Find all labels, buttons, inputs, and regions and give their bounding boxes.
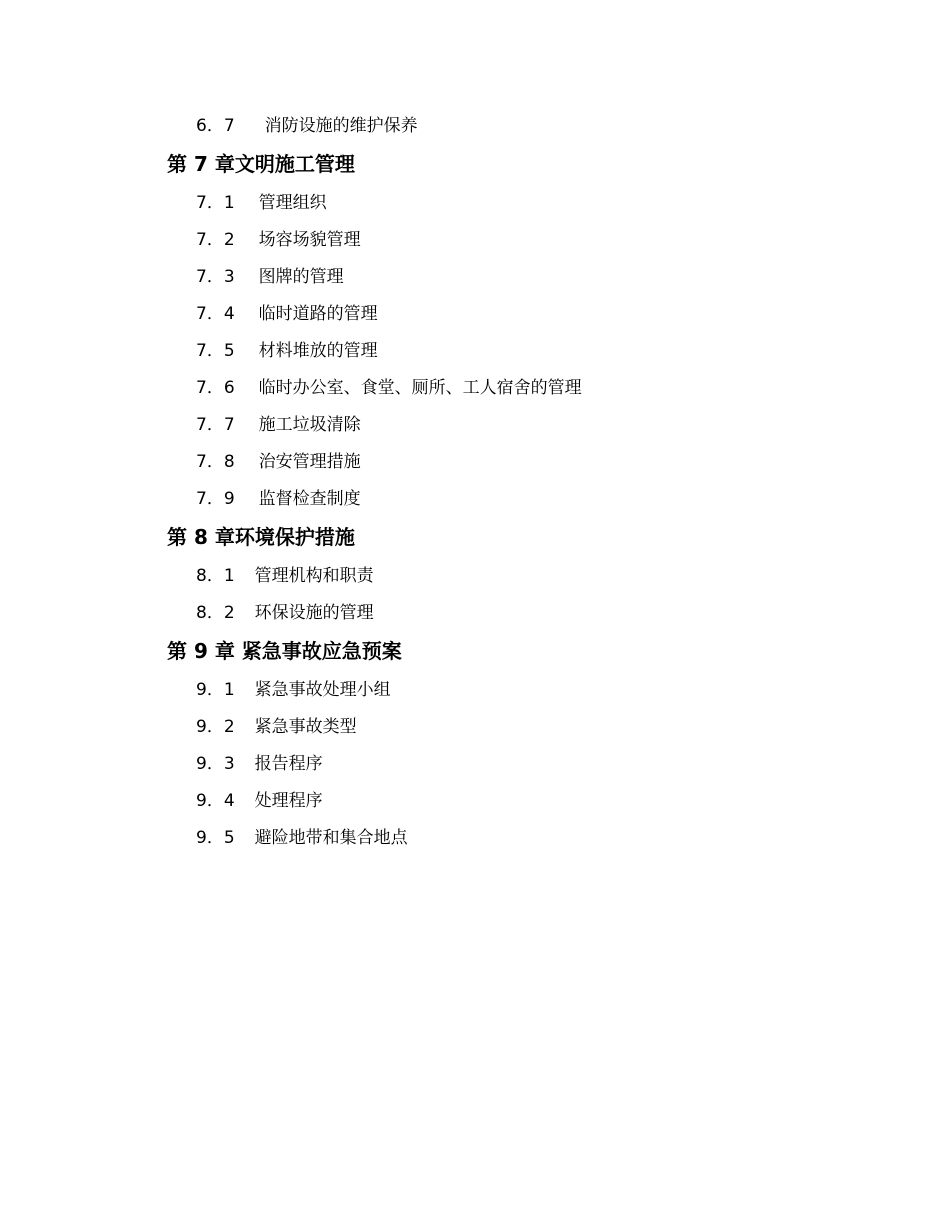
toc-entry-title: 管理组织	[258, 193, 327, 213]
toc-entry-number: 8．2	[196, 603, 235, 623]
toc-chapter-9[interactable]	[0, 632, 950, 672]
table-of-contents	[0, 108, 950, 857]
toc-entry-title: 管理机构和职责	[254, 566, 374, 586]
toc-entry-number: 9．1	[196, 680, 235, 700]
toc-entry-title: 临时道路的管理	[258, 304, 378, 324]
toc-entry-7-1[interactable]	[0, 185, 950, 222]
toc-entry-title: 材料堆放的管理	[258, 341, 378, 361]
toc-chapter-8[interactable]	[0, 518, 950, 558]
toc-entry-7-3[interactable]	[0, 259, 950, 296]
toc-entry-title: 报告程序	[254, 754, 323, 774]
toc-entry-7-9[interactable]	[0, 481, 950, 518]
toc-entry-7-7[interactable]	[0, 407, 950, 444]
toc-entry-title: 场容场貌管理	[258, 230, 361, 250]
toc-entry-number: 7．6	[196, 378, 235, 398]
toc-entry-7-4[interactable]	[0, 296, 950, 333]
toc-entry-number: 9．5	[196, 828, 235, 848]
toc-entry-6-7[interactable]	[0, 108, 950, 145]
toc-entry-number: 7．3	[196, 267, 235, 287]
toc-entry-title: 治安管理措施	[258, 452, 361, 472]
toc-entry-9-3[interactable]	[0, 746, 950, 783]
toc-entry-number: 9．4	[196, 791, 235, 811]
toc-entry-9-5[interactable]	[0, 820, 950, 857]
toc-entry-title: 临时办公室、食堂、厕所、工人宿舍的管理	[258, 378, 582, 398]
toc-entry-title: 施工垃圾清除	[258, 415, 361, 435]
toc-entry-9-4[interactable]	[0, 783, 950, 820]
toc-entry-number: 7．7	[196, 415, 235, 435]
toc-entry-9-1[interactable]	[0, 672, 950, 709]
toc-entry-title: 紧急事故处理小组	[254, 680, 391, 700]
toc-entry-number: 9．2	[196, 717, 235, 737]
toc-entry-title: 图牌的管理	[258, 267, 344, 287]
toc-chapter-7[interactable]	[0, 145, 950, 185]
toc-chapter-title: 第 8 章环境保护措施	[167, 525, 355, 549]
toc-entry-number: 7．4	[196, 304, 235, 324]
toc-entry-8-1[interactable]	[0, 558, 950, 595]
toc-entry-number: 7．1	[196, 193, 235, 213]
toc-entry-7-8[interactable]	[0, 444, 950, 481]
toc-entry-number: 7．8	[196, 452, 235, 472]
toc-entry-9-2[interactable]	[0, 709, 950, 746]
toc-entry-title: 消防设施的维护保养	[264, 116, 418, 136]
toc-entry-8-2[interactable]	[0, 595, 950, 632]
toc-entry-title: 监督检查制度	[258, 489, 361, 509]
toc-chapter-title: 第 7 章文明施工管理	[167, 152, 355, 176]
toc-entry-number: 7．5	[196, 341, 235, 361]
toc-entry-7-2[interactable]	[0, 222, 950, 259]
toc-entry-7-6[interactable]	[0, 370, 950, 407]
toc-chapter-title: 第 9 章 紧急事故应急预案	[167, 639, 402, 663]
toc-entry-number: 8．1	[196, 566, 235, 586]
toc-entry-number: 9．3	[196, 754, 235, 774]
toc-entry-number: 6．7	[196, 116, 235, 136]
toc-entry-number: 7．9	[196, 489, 235, 509]
toc-entry-title: 紧急事故类型	[254, 717, 357, 737]
toc-entry-title: 避险地带和集合地点	[254, 828, 408, 848]
toc-entry-number: 7．2	[196, 230, 235, 250]
toc-entry-title: 环保设施的管理	[254, 603, 374, 623]
toc-entry-7-5[interactable]	[0, 333, 950, 370]
toc-entry-title: 处理程序	[254, 791, 323, 811]
